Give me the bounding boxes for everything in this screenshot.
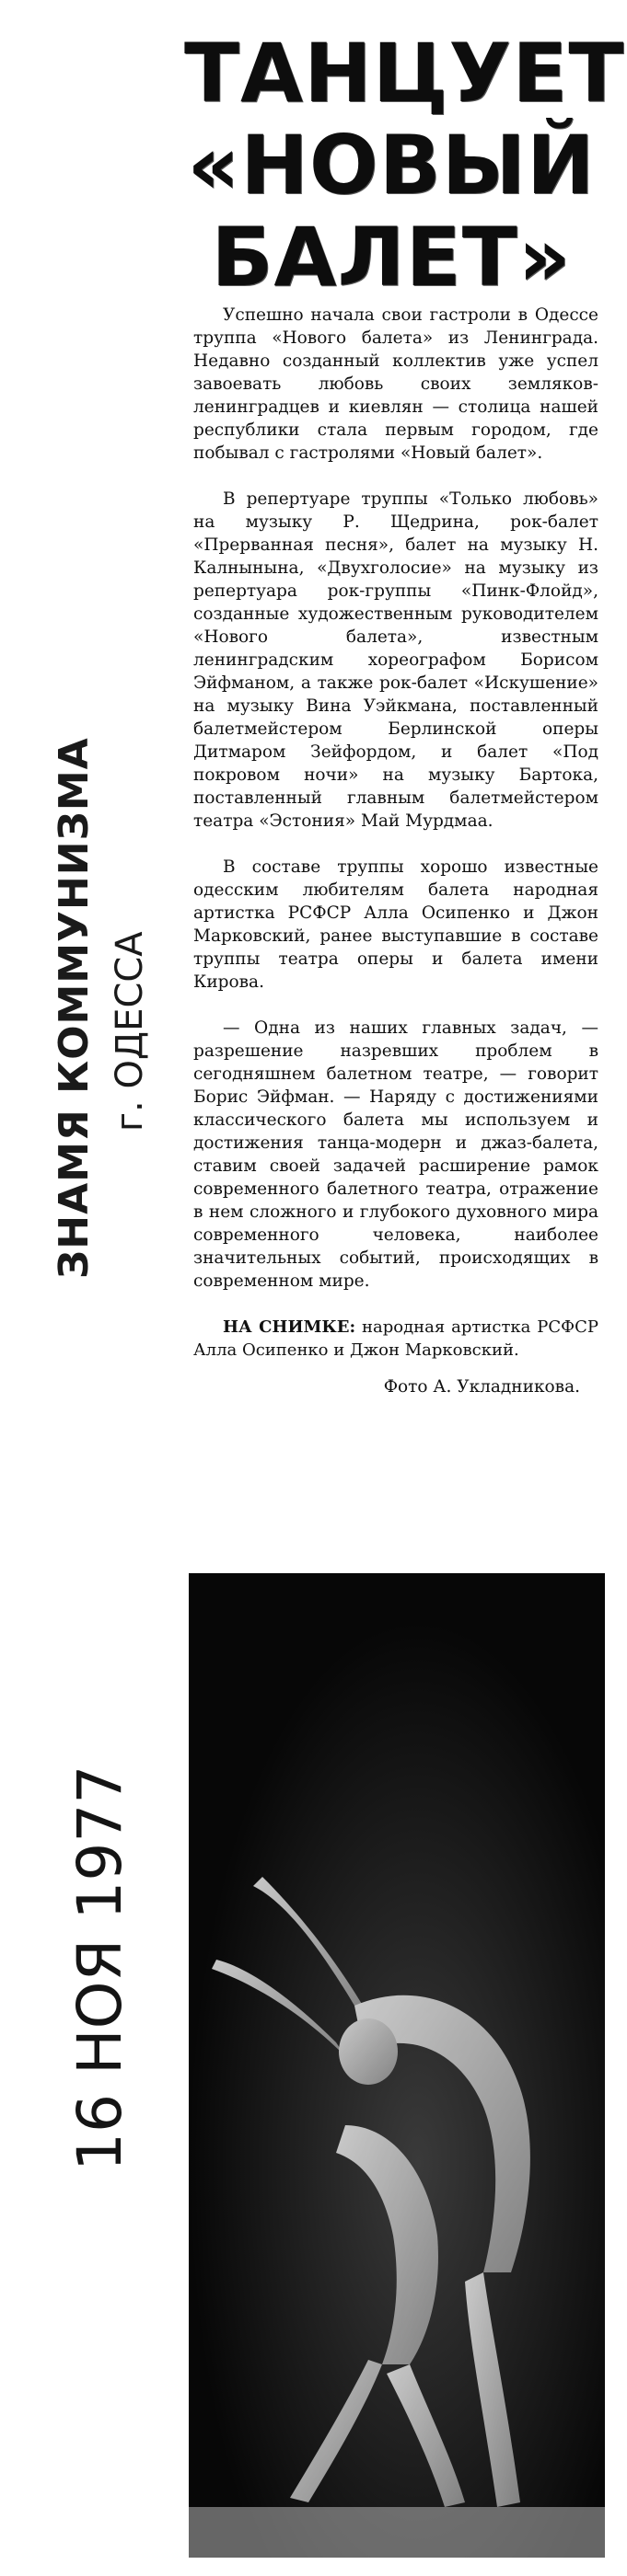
dancers-illustration: [189, 1573, 605, 2558]
stamp-newspaper-text: ЗНАМЯ КОММУНИЗМА: [51, 737, 98, 1279]
stamp-date-text: 16 НОЯ 1977: [64, 1765, 135, 2171]
article-paragraph-2: В репертуаре труппы «Только любовь» на музыку Р. Щедрина, рок-балет «Прерванная песня», балет на музыку Н. Калнынына, «Двухголосие» на музыку из репертуара рок-группы «Пинк-Флойд», созданные художественным руководителем «Нового балета», известным ленинградским хореографом Борисом Эйфманом, а также рок-балет «Искушение» на музыку Вина Уэйкмана, поставленный балетмейстером Берлинской оперы Дитмаром Зейфордом, и балет «Под покровом ночи» на музыку Бартока, поставленный главным балетмейстером театра «Эстония» Май Мурдмаа.: [193, 489, 598, 831]
photo-credit: Фото А. Укладникова.: [383, 1377, 580, 1397]
photo-caption: [193, 1316, 598, 1362]
stamp-date: [64, 1601, 138, 2190]
stage-floor: [189, 2507, 605, 2558]
stamp-city-text: г. ОДЕССА: [109, 931, 151, 1132]
headline-line-1: ТАНЦУЕТ: [184, 26, 625, 121]
article-paragraph-1: Успешно начала свои гастроли в Одессе труппа «Нового балета» из Ленинграда. Недавно созданный коллектив уже успел завоевать любовь своих земляков-ленинградцев и киевлян — столица нашей республики стала первым городом, где побывал с гастролями «Новый балет».: [193, 305, 598, 463]
archive-stamp: [18, 737, 157, 2236]
caption-text: народная артистка РСФСР Алла Осипенко и Джон Марковский.: [193, 1317, 598, 1360]
stamp-newspaper-name: [51, 737, 98, 1426]
article-paragraph-4: — Одна из наших главных задач, — разрешение назревших проблем в сегодняшнем балетном театре, — говорит Борис Эйфман. — Наряду с достижениями классического балета мы используем и достижения танца-модерн и джаз-балета, ставим своей задачей расширение рамок современного балетного театра, отражение в нем сложного и глубокого духовного мира современного человека, наиболее значительных событий, происходящих в современном мире.: [193, 1018, 598, 1291]
dance-photo: [189, 1573, 605, 2558]
photo-background: [189, 1573, 605, 2558]
headline: [184, 26, 625, 305]
article-body: [193, 304, 598, 1421]
headline-line-3: БАЛЕТ»: [211, 210, 572, 305]
stamp-city: [109, 874, 151, 1150]
article-paragraph-3: В составе труппы хорошо известные одесским любителям балета народная артистка РСФСР Алла Осипенко и Джон Марковский, ранее выступавшие в составе труппы театра оперы и балета имени Кирова.: [193, 857, 598, 992]
caption-label: НА СНИМКЕ:: [223, 1317, 356, 1337]
headline-line-2: «НОВЫЙ: [187, 118, 596, 213]
